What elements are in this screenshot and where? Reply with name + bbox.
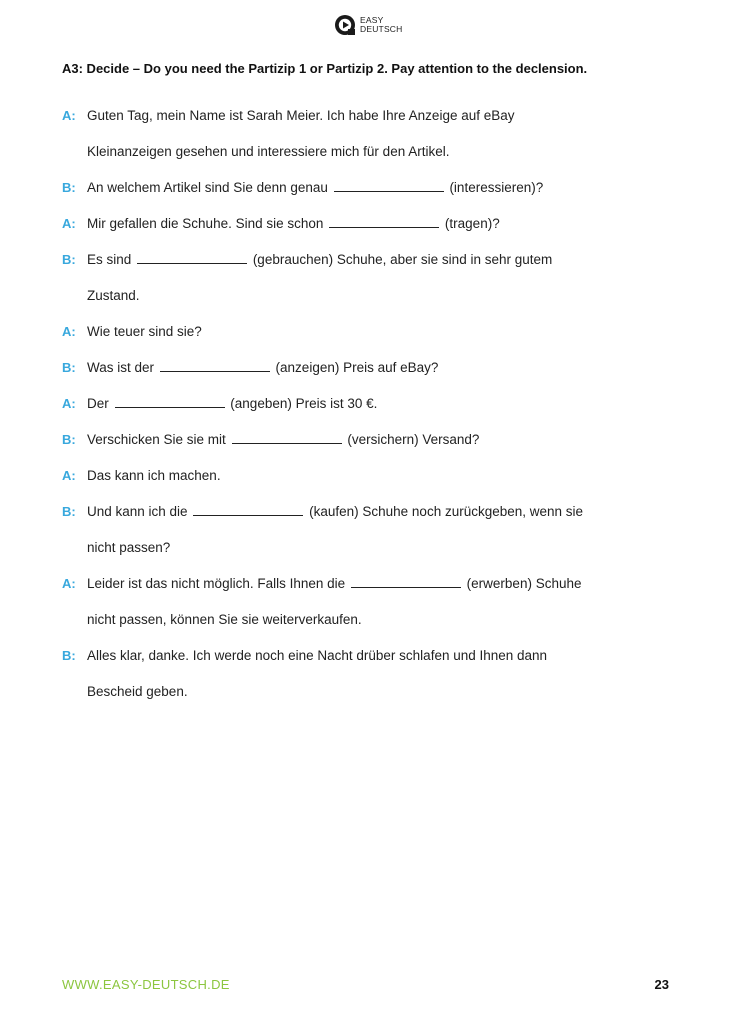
dialogue-line: Alles klar, danke. Ich werde noch eine Nacht drüber schlafen und Ihnen dann — [87, 648, 548, 663]
easy-deutsch-logo — [334, 14, 403, 36]
speaker-label: A: — [62, 396, 76, 411]
answer-blank[interactable] — [329, 215, 439, 228]
task-title: A3: Decide – Do you need the Partizip 1 or Partizip 2. Pay attention to the declension. — [62, 61, 588, 76]
text-after-blank: (kaufen) Schuhe noch zurückgeben, wenn sie — [309, 504, 584, 519]
dialogue-line — [87, 566, 672, 602]
dialogue-entry — [62, 206, 672, 242]
speaker-label: B: — [62, 252, 76, 267]
dialogue-entry — [62, 386, 672, 422]
speaker-label: B: — [62, 360, 76, 375]
text-after-blank: (interessieren)? — [449, 180, 544, 195]
speaker-label: A: — [62, 324, 76, 339]
answer-blank[interactable] — [115, 395, 225, 408]
dialogue-line: Das kann ich machen. — [87, 468, 221, 483]
speaker-label: B: — [62, 180, 76, 195]
dialogue-entry — [62, 242, 672, 314]
answer-blank[interactable] — [193, 503, 303, 516]
speaker-label: A: — [62, 216, 76, 231]
speaker-label: B: — [62, 504, 76, 519]
text-before-blank: An welchem Artikel sind Sie denn genau — [87, 180, 328, 195]
dialogue-entry — [62, 314, 672, 350]
text-before-blank: Der — [87, 396, 109, 411]
logo-line2: DEUTSCH — [360, 24, 403, 34]
dialogue-line — [87, 242, 672, 278]
dialogue-line: Bescheid geben. — [87, 684, 188, 699]
dialogue-line: Zustand. — [87, 288, 140, 303]
dialogue-line — [87, 386, 672, 422]
answer-blank[interactable] — [351, 575, 461, 588]
text-before-blank: Verschicken Sie sie mit — [87, 432, 226, 447]
text-before-blank: Was ist der — [87, 360, 155, 375]
dialogue-entry — [62, 494, 672, 566]
dialogue-line: Wie teuer sind sie? — [87, 324, 202, 339]
dialogue-entry — [62, 170, 672, 206]
speaker-label: B: — [62, 648, 76, 663]
dialogue-entry — [62, 638, 672, 710]
play-logo-icon — [334, 14, 356, 36]
dialogue-line: nicht passen, können Sie sie weiterverkaufen. — [87, 612, 362, 627]
dialogue-line — [87, 170, 672, 206]
text-before-blank: Mir gefallen die Schuhe. Sind sie schon — [87, 216, 324, 231]
speaker-label: A: — [62, 468, 76, 483]
speaker-label: A: — [62, 576, 76, 591]
text-after-blank: (angeben) Preis ist 30 €. — [230, 396, 378, 411]
dialogue — [62, 98, 672, 710]
dialogue-entry — [62, 422, 672, 458]
dialogue-line — [87, 350, 672, 386]
dialogue-entry — [62, 458, 672, 494]
dialogue-entry — [62, 566, 672, 638]
answer-blank[interactable] — [232, 431, 342, 444]
dialogue-line: Kleinanzeigen gesehen und interessiere mich für den Artikel. — [87, 144, 450, 159]
logo-text — [360, 16, 403, 34]
answer-blank[interactable] — [160, 359, 270, 372]
text-after-blank: (anzeigen) Preis auf eBay? — [275, 360, 439, 375]
dialogue-line — [87, 494, 672, 530]
text-after-blank: (versichern) Versand? — [347, 432, 480, 447]
text-after-blank: (gebrauchen) Schuhe, aber sie sind in sehr gutem — [252, 252, 553, 267]
text-after-blank: (erwerben) Schuhe — [466, 576, 582, 591]
text-before-blank: Es sind — [87, 252, 132, 267]
answer-blank[interactable] — [137, 251, 247, 264]
dialogue-line: nicht passen? — [87, 540, 171, 555]
answer-blank[interactable] — [334, 179, 444, 192]
logo-line1: EASY — [360, 15, 384, 25]
page-number: 23 — [654, 977, 669, 992]
text-before-blank: Und kann ich die — [87, 504, 188, 519]
speaker-label: B: — [62, 432, 76, 447]
dialogue-line — [87, 422, 672, 458]
dialogue-entry — [62, 98, 672, 170]
dialogue-line: Guten Tag, mein Name ist Sarah Meier. Ich habe Ihre Anzeige auf eBay — [87, 108, 515, 123]
text-after-blank: (tragen)? — [444, 216, 500, 231]
text-before-blank: Leider ist das nicht möglich. Falls Ihnen die — [87, 576, 346, 591]
dialogue-line — [87, 206, 672, 242]
footer-website-link[interactable]: WWW.EASY-DEUTSCH.DE — [62, 977, 230, 992]
dialogue-entry — [62, 350, 672, 386]
speaker-label: A: — [62, 108, 76, 123]
